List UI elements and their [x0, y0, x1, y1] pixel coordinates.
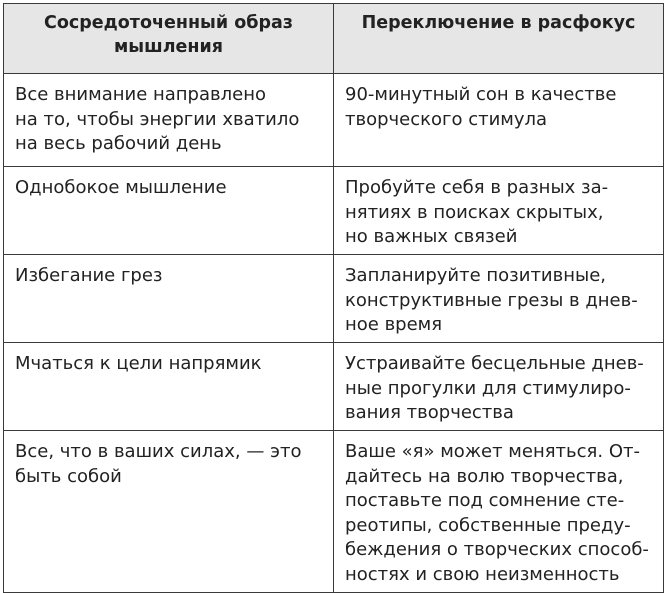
- cell-focused: [4, 167, 334, 255]
- table-row: [4, 431, 664, 593]
- header-defocus-switch: [334, 4, 664, 74]
- cell-line: но важных связей: [345, 226, 518, 247]
- cell-line: Все, что в ваших силах, — это: [15, 441, 302, 462]
- cell-line: реотипы, собственные преду-: [345, 514, 631, 536]
- cell-line: вания творчества: [345, 402, 514, 423]
- cell-line: Все внимание направлено: [15, 84, 266, 105]
- table-row: [4, 74, 664, 167]
- cell-defocus: [334, 255, 664, 343]
- cell-line: Избегание грез: [15, 265, 163, 286]
- cell-line: творческого стимула: [345, 108, 548, 130]
- cell-line: на то, чтобы энергии хватило: [15, 108, 300, 130]
- cell-defocus: [334, 431, 664, 593]
- cell-line: нятиях в поисках скрытых,: [345, 201, 604, 223]
- cell-defocus: [334, 74, 664, 167]
- cell-line: 90-минутный сон в качестве: [345, 84, 617, 105]
- cell-line: конструктивные грезы в днев-: [345, 289, 638, 311]
- table-row: [4, 343, 664, 431]
- cell-defocus: [334, 343, 664, 431]
- cell-focused: [4, 255, 334, 343]
- table-row: [4, 255, 664, 343]
- cell-line: на весь рабочий день: [15, 133, 222, 154]
- header-right-line: Переключение в расфокус: [361, 13, 636, 33]
- cell-line: беждения о творческих способ-: [345, 539, 649, 560]
- comparison-table: [3, 3, 664, 593]
- cell-focused: [4, 431, 334, 593]
- cell-line: ностях и свою неизменность: [345, 563, 620, 585]
- cell-line: Однобокое мышление: [15, 177, 227, 198]
- cell-line: Мчаться к цели напрямик: [15, 353, 262, 374]
- cell-focused: [4, 343, 334, 431]
- cell-focused: [4, 74, 334, 167]
- cell-line: быть собой: [15, 465, 122, 487]
- header-left-line: Сосредоточенный образ: [44, 13, 293, 33]
- cell-line: дайтесь на волю творчества,: [345, 465, 624, 487]
- cell-line: Устраивайте бесцельные днев-: [345, 353, 644, 374]
- cell-line: Пробуйте себя в разных за-: [345, 177, 609, 198]
- cell-line: Запланируйте позитивные,: [345, 265, 607, 286]
- table-header-row: [4, 4, 664, 74]
- header-left-line: мышления: [114, 37, 223, 57]
- cell-line: ное время: [345, 314, 443, 335]
- table-row: [4, 167, 664, 255]
- cell-line: ные прогулки для стимулиро-: [345, 377, 631, 399]
- cell-defocus: [334, 167, 664, 255]
- cell-line: Ваше «я» может меняться. От-: [345, 441, 640, 462]
- header-focused-mindset: [4, 4, 334, 74]
- cell-line: поставьте под сомнение сте-: [345, 490, 625, 511]
